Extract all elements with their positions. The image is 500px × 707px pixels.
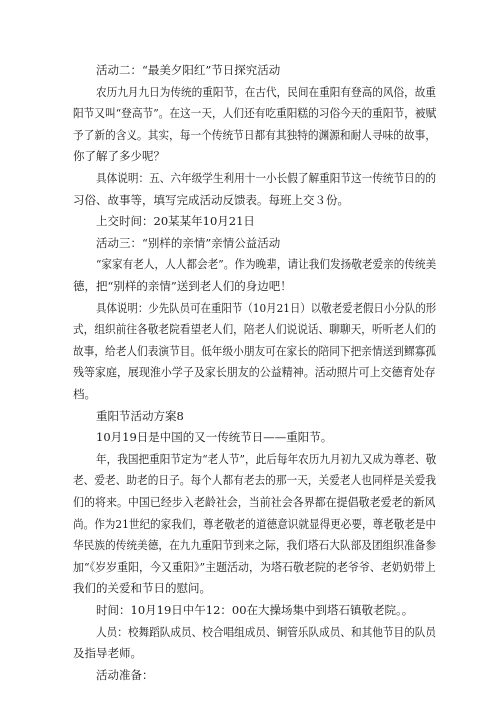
paragraph-line: 残等家庭，展现淮小学子及家长朋友的公益精神。活动照片可上交德育处存 <box>73 365 436 380</box>
paragraph-line: 你了解了多少呢？ <box>73 149 165 164</box>
paragraph-line: 习俗、故事等，填写完成活动反馈表。每班上交３份。 <box>73 192 349 207</box>
paragraph-line: 德，把“别样的亲情”送到老人们的身边吧！ <box>73 279 292 293</box>
paragraph-line: 活动准备： <box>96 667 154 682</box>
paragraph-line: 及指导老师。 <box>73 646 142 661</box>
heading-activity-three: 活动三：“别样的亲情”亲情公益活动 <box>96 235 281 250</box>
paragraph-line: 华民族的传统美德，在九九重阳节到来之际，我们塔石大队部及团组织准备参 <box>73 538 437 553</box>
paragraph-line: 10月19日是中国的又一传统节日——重阳节。 <box>96 430 333 445</box>
paragraph-line: 时间：10月19日中午12：00在大操场集中到塔石镇敬老院。。 <box>96 603 414 617</box>
paragraph-line: 加“《岁岁重阳，今又重阳》”主题活动，为塔石敬老院的老爷爷、老奶奶带上 <box>73 559 436 574</box>
paragraph-line: 我们的关爱和节日的慰问。 <box>73 581 211 596</box>
paragraph-line: 年，我国把重阳节定为“老人节”，此后每年农历九月初九又成为尊老、敬 <box>96 451 437 466</box>
paragraph-line: 老、爱老、助老的日子。每个人都有老去的那一天，关爱老人也同样是关爱我 <box>73 473 437 488</box>
paragraph-line: “家家有老人，人人都会老”。作为晚辈，请让我们发扬敬老爱亲的传统美 <box>96 257 437 272</box>
paragraph-line: 具体说明：少先队员可在重阳节（10月21日）以敬老爱老假日小分队的形 <box>96 300 437 315</box>
paragraph-line: 故事，给老人们表演节目。低年级小朋友可在家长的陪同下把亲情送到鳏寡孤 <box>73 343 437 358</box>
heading-activity-two: 活动二：“最美夕阳红”节日探究活动 <box>96 63 281 77</box>
paragraph-line: 尚。作为21世纪的家我们，尊老敬老的道德意识就显得更必要，尊老敬老是中 <box>73 516 437 531</box>
submission-date: 上交时间：20某某年10月21日 <box>96 214 255 229</box>
paragraph-line: 式，组织前往各敬老院看望老人们，陪老人们说说话、聊聊天，听听老人们的 <box>73 322 437 337</box>
paragraph-line: 人员：校舞蹈队成员、校合唱组成员、铜管乐队成员、和其他节目的队员 <box>96 624 436 639</box>
paragraph-line: 阳节又叫“登高节”。在这一天，人们还有吃重阳糕的习俗今天的重阳节，被赋 <box>73 106 437 121</box>
paragraph-line: 们的将来。中国已经步入老龄社会，当前社会各界都在提倡敬老爱老的新风 <box>73 495 436 509</box>
paragraph-line: 档。 <box>73 387 96 401</box>
paragraph-line: 具体说明：五、六年级学生利用十一小长假了解重阳节这一传统节日的的 <box>96 171 436 185</box>
paragraph-line: 予了新的含义。其实，每一个传统节日都有其独特的渊源和耐人寻味的故事， <box>73 127 437 142</box>
section-title: 重阳节活动方案8 <box>96 408 184 423</box>
paragraph-line: 农历九月九日为传统的重阳节，在古代，民间在重阳有登高的风俗，故重 <box>96 84 436 99</box>
